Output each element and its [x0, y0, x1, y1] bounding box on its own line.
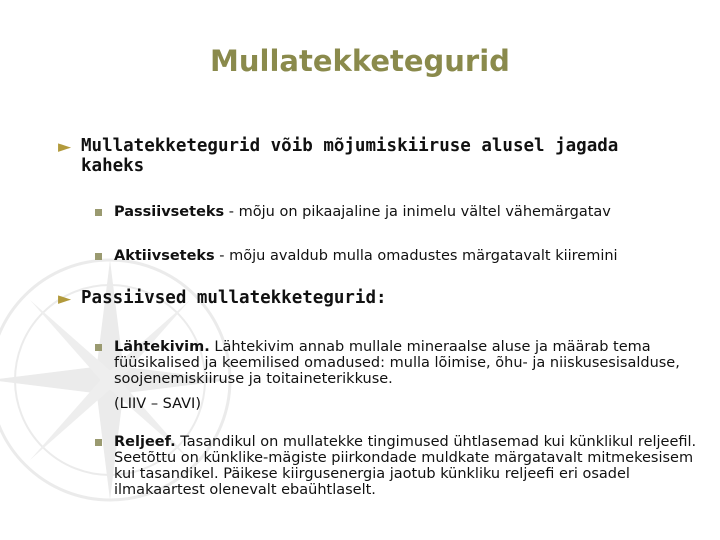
sub-bullet-square-icon	[95, 344, 102, 351]
sub-bullet-term: Aktiivseteks	[114, 248, 215, 264]
sub-bullet-desc: Tasandikul on mullatekke tingimused ühtlasemad kui künklikul reljeefil. Seetõttu on künklike-mägiste piirkondade muldkate märgatavalt mitmekesisem kui tasandikel. Päikese kiirgusenergia jaotub künkliku reljeefi eri osadel ilmakaartest olenevalt ebaühtlaselt.	[114, 434, 697, 498]
sub-bullet-square-icon	[95, 253, 102, 260]
bullet-text: Passiivsed mullatekketegurid:	[81, 288, 387, 308]
sub-bullet-square-icon	[95, 209, 102, 216]
sub-bullet-term: Reljeef.	[114, 434, 176, 450]
sub-bullet-square-icon	[95, 439, 102, 446]
sub-bullet-desc: Lähtekivim annab mullale mineraalse aluse ja määrab tema füüsikalised ja keemilised omadused: mulla lõimise, õhu- ja niiskusesisalduse, soojenemiskiiruse ja toitaineterikkuse.	[114, 339, 680, 387]
slide-title: Mullatekketegurid	[210, 44, 510, 78]
sub-bullet-desc: - mõju avaldub mulla omadustes märgatavalt kiiremini	[214, 248, 618, 264]
bullet-text: Mullatekketegurid võib mõjumiskiiruse alusel jagada kaheks	[81, 136, 619, 176]
sub-bullet-text	[114, 434, 704, 498]
bullet-marker-icon: ►	[58, 137, 72, 157]
bullet-marker-icon: ►	[58, 289, 72, 309]
sub-bullet-text	[114, 339, 704, 387]
sub-bullet-extra: (LIIV – SAVI)	[114, 396, 201, 412]
sub-bullet-text	[114, 248, 704, 264]
sub-bullet-desc: - mõju on pikaajaline ja inimelu vältel vähemärgatav	[224, 204, 611, 220]
sub-bullet-text	[114, 204, 704, 220]
sub-bullet-term: Lähtekivim.	[114, 339, 210, 355]
sub-bullet-term: Passiivseteks	[114, 204, 225, 220]
